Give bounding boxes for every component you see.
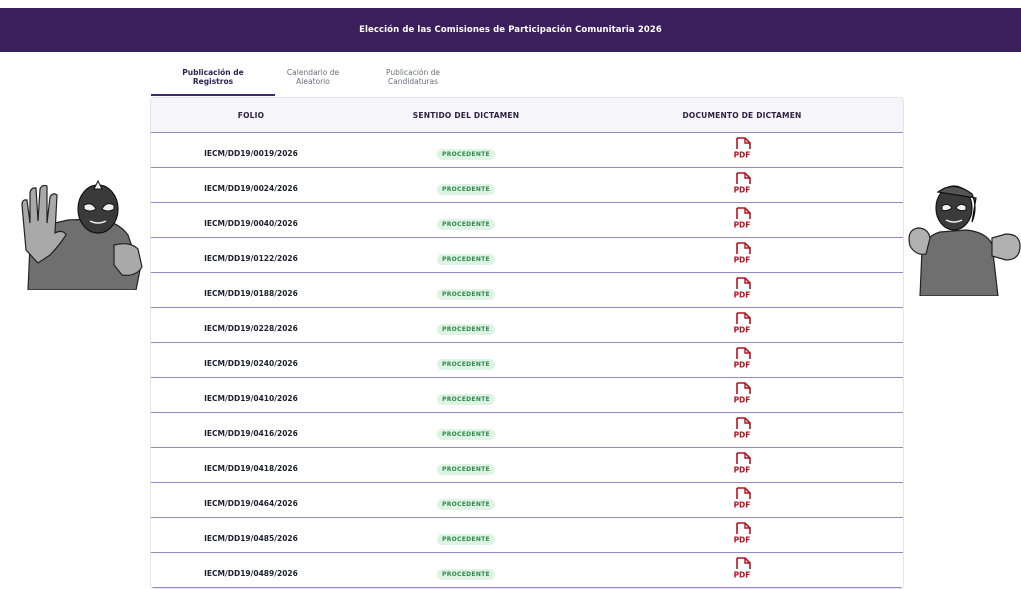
sentido-cell (351, 281, 581, 300)
pdf-icon[interactable] (733, 382, 751, 404)
pdf-icon[interactable] (733, 522, 751, 544)
pdf-icon[interactable] (733, 242, 751, 264)
header-documento: DOCUMENTO DE DICTAMEN (682, 110, 802, 120)
pdf-icon[interactable] (733, 277, 751, 299)
pdf-icon[interactable] (733, 452, 751, 474)
sentido-cell (351, 351, 581, 370)
folio-cell (151, 421, 351, 440)
pdf-icon[interactable] (733, 347, 751, 369)
sentido-cell (351, 386, 581, 405)
svg-text:PDF: PDF (733, 360, 751, 369)
pdf-icon[interactable] (733, 557, 751, 579)
documento-cell (581, 417, 903, 443)
status-badge: PROCEDENTE (437, 499, 495, 510)
documento-cell (581, 557, 903, 583)
svg-text:PDF: PDF (733, 535, 751, 544)
folio-value: IECM/DD19/0024/2026 (204, 183, 298, 193)
table-row (151, 448, 903, 483)
tab-label-line1: Calendario de (286, 68, 340, 77)
documento-cell (581, 172, 903, 198)
svg-text:PDF: PDF (733, 430, 751, 439)
tab-calendario-aleatorio[interactable] (275, 66, 351, 96)
folio-value: IECM/DD19/0489/2026 (204, 568, 298, 578)
table-row (151, 518, 903, 553)
table-row (151, 273, 903, 308)
status-badge: PROCEDENTE (437, 534, 495, 545)
folio-value: IECM/DD19/0416/2026 (204, 428, 298, 438)
masked-wrestler-left-illustration (18, 175, 144, 290)
table-row (151, 343, 903, 378)
folio-value: IECM/DD19/0485/2026 (204, 533, 298, 543)
tab-label-line2: Candidaturas (387, 77, 439, 86)
svg-text:PDF: PDF (733, 395, 751, 404)
tab-publicacion-registros[interactable] (151, 66, 275, 96)
sentido-cell (351, 211, 581, 230)
svg-text:PDF: PDF (733, 220, 751, 229)
tab-label-line1: Publicación de (182, 68, 244, 77)
folio-cell (151, 211, 351, 230)
top-banner (0, 8, 1021, 52)
tab-publicacion-candidaturas[interactable] (351, 66, 475, 96)
svg-text:PDF: PDF (733, 500, 751, 509)
tab-bar (151, 66, 475, 96)
status-badge: PROCEDENTE (437, 429, 495, 440)
folio-cell (151, 141, 351, 160)
tab-label-line2: Registros (192, 77, 234, 86)
sentido-cell (351, 176, 581, 195)
folio-cell (151, 491, 351, 510)
documento-cell (581, 242, 903, 268)
table-row (151, 168, 903, 203)
documento-cell (581, 207, 903, 233)
folio-value: IECM/DD19/0464/2026 (204, 498, 298, 508)
documento-cell (581, 522, 903, 548)
sentido-cell (351, 561, 581, 580)
sentido-cell (351, 316, 581, 335)
folio-value: IECM/DD19/0410/2026 (204, 393, 298, 403)
table-header (151, 98, 903, 133)
tab-label-line2: Aleatorio (296, 77, 330, 86)
status-badge: PROCEDENTE (437, 394, 495, 405)
folio-cell (151, 526, 351, 545)
status-badge: PROCEDENTE (437, 569, 495, 580)
page-title: Elección de las Comisiones de Participación Comunitaria 2026 (359, 25, 662, 35)
svg-text:PDF: PDF (733, 185, 751, 194)
folio-cell (151, 316, 351, 335)
folio-value: IECM/DD19/0019/2026 (204, 148, 298, 158)
documento-cell (581, 347, 903, 373)
status-badge: PROCEDENTE (437, 324, 495, 335)
documento-cell (581, 382, 903, 408)
folio-value: IECM/DD19/0188/2026 (204, 288, 298, 298)
pdf-icon[interactable] (733, 207, 751, 229)
table-row (151, 483, 903, 518)
folio-cell (151, 561, 351, 580)
documento-cell (581, 312, 903, 338)
folio-cell (151, 176, 351, 195)
folio-value: IECM/DD19/0122/2026 (204, 253, 298, 263)
sentido-cell (351, 456, 581, 475)
pdf-icon[interactable] (733, 487, 751, 509)
svg-text:PDF: PDF (733, 465, 751, 474)
sentido-cell (351, 491, 581, 510)
sentido-cell (351, 141, 581, 160)
documento-cell (581, 277, 903, 303)
pdf-icon[interactable] (733, 137, 751, 159)
folio-value: IECM/DD19/0418/2026 (204, 463, 298, 473)
folio-value: IECM/DD19/0240/2026 (204, 358, 298, 368)
folio-cell (151, 351, 351, 370)
svg-text:PDF: PDF (733, 570, 751, 579)
status-badge: PROCEDENTE (437, 184, 495, 195)
status-badge: PROCEDENTE (437, 149, 495, 160)
pdf-icon[interactable] (733, 172, 751, 194)
folio-value: IECM/DD19/0228/2026 (204, 323, 298, 333)
documento-cell (581, 137, 903, 163)
tab-label-line1: Publicación de (385, 68, 441, 77)
masked-wrestler-right-illustration (906, 178, 1021, 296)
folio-cell (151, 246, 351, 265)
table-row (151, 308, 903, 343)
sentido-cell (351, 421, 581, 440)
table-row (151, 133, 903, 168)
folio-cell (151, 456, 351, 475)
svg-text:PDF: PDF (733, 325, 751, 334)
folio-value: IECM/DD19/0040/2026 (204, 218, 298, 228)
table-row (151, 413, 903, 448)
dictamen-table (150, 97, 904, 589)
pdf-icon[interactable] (733, 312, 751, 334)
table-row (151, 378, 903, 413)
sentido-cell (351, 526, 581, 545)
header-sentido: SENTIDO DEL DICTAMEN (412, 110, 520, 120)
svg-text:PDF: PDF (733, 255, 751, 264)
status-badge: PROCEDENTE (437, 289, 495, 300)
folio-cell (151, 386, 351, 405)
header-folio: FOLIO (237, 110, 265, 120)
status-badge: PROCEDENTE (437, 254, 495, 265)
table-row (151, 203, 903, 238)
table-body (151, 133, 903, 588)
table-row (151, 238, 903, 273)
documento-cell (581, 487, 903, 513)
pdf-icon[interactable] (733, 417, 751, 439)
svg-text:PDF: PDF (733, 290, 751, 299)
table-row (151, 553, 903, 588)
folio-cell (151, 281, 351, 300)
documento-cell (581, 452, 903, 478)
svg-text:PDF: PDF (733, 150, 751, 159)
status-badge: PROCEDENTE (437, 219, 495, 230)
status-badge: PROCEDENTE (437, 359, 495, 370)
status-badge: PROCEDENTE (437, 464, 495, 475)
sentido-cell (351, 246, 581, 265)
